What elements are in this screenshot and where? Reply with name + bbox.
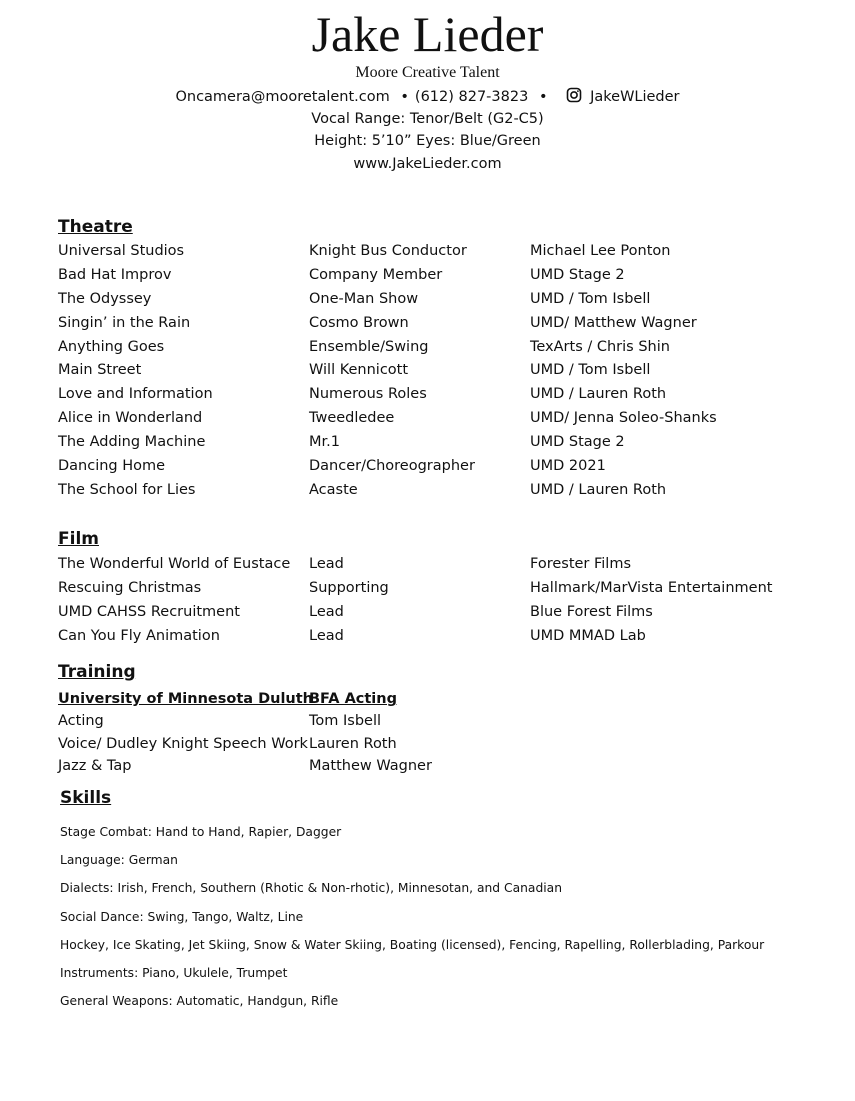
film-title: Can You Fly Animation [58, 627, 220, 644]
training-subject: Voice/ Dudley Knight Speech Work [58, 735, 308, 752]
training-teacher: Matthew Wagner [309, 757, 432, 774]
show-title: Anything Goes [58, 338, 165, 355]
training-teacher: Tom Isbell [309, 713, 382, 730]
show-title: Alice in Wonderland [58, 410, 203, 427]
skill-item: Instruments: Piano, Ukulele, Trumpet [60, 965, 288, 980]
instagram-handle: JakeWLieder [590, 89, 680, 105]
role: Acaste [309, 481, 358, 498]
degree-name: BFA Acting [309, 691, 397, 707]
show-title: Singin’ in the Rain [58, 314, 191, 331]
company-director: UMD/ Matthew Wagner [530, 314, 697, 331]
bullet-separator: • [400, 89, 409, 105]
role: Numerous Roles [309, 386, 427, 403]
show-title: Universal Studios [58, 243, 185, 259]
theatre-heading: Theatre [58, 217, 133, 237]
company-director: Michael Lee Ponton [530, 243, 671, 259]
company-director: UMD / Lauren Roth [530, 386, 667, 403]
skill-item: Language: German [60, 853, 178, 868]
agency-name: Moore Creative Talent [355, 64, 500, 81]
production-company: Hallmark/MarVista Entertainment [530, 579, 773, 596]
show-title: The Adding Machine [58, 434, 206, 451]
role: Company Member [309, 266, 443, 283]
company-director: UMD/ Jenna Soleo-Shanks [530, 410, 717, 427]
bullet-separator: • [538, 89, 548, 105]
film-title: Rescuing Christmas [58, 579, 202, 596]
skills-list [60, 821, 764, 1018]
skill-item: Stage Combat: Hand to Hand, Rapier, Dagger [60, 825, 342, 839]
phone-text: (612) 827-3823 [414, 89, 529, 105]
company-director: UMD Stage 2 [530, 434, 625, 451]
production-company: UMD MMAD Lab [530, 627, 646, 644]
show-title: The School for Lies [58, 481, 196, 498]
training-heading: Training [58, 662, 136, 682]
role: Cosmo Brown [309, 314, 409, 331]
company-director: UMD / Tom Isbell [530, 290, 651, 307]
role: Lead [309, 556, 344, 572]
resume-name: Jake Lieder [311, 6, 544, 62]
show-title: Bad Hat Improv [58, 266, 172, 283]
website-link[interactable]: www.JakeLieder.com [353, 156, 502, 172]
height-eyes: Height: 5’10” Eyes: Blue/Green [314, 133, 541, 149]
role: Mr.1 [309, 434, 340, 451]
company-director: UMD / Tom Isbell [530, 362, 651, 379]
company-director: UMD / Lauren Roth [530, 481, 667, 498]
training-teacher: Lauren Roth [309, 735, 397, 752]
film-title: The Wonderful World of Eustace [58, 556, 291, 572]
school-name: University of Minnesota Duluth [58, 691, 313, 707]
production-company: Blue Forest Films [530, 603, 653, 620]
show-title: Main Street [58, 362, 142, 379]
role: Ensemble/Swing [309, 338, 429, 355]
instagram-icon [566, 87, 582, 103]
role: Supporting [309, 579, 389, 596]
role: Will Kennicott [309, 362, 409, 379]
show-title: Love and Information [58, 386, 213, 403]
skill-item: Dialects: Irish, French, Southern (Rhotic & Non-rhotic), Minnesotan, and Canadian [60, 881, 563, 896]
production-company: Forester Films [530, 556, 632, 572]
film-title: UMD CAHSS Recruitment [58, 603, 240, 620]
show-title: Dancing Home [58, 458, 166, 475]
skill-item: Hockey, Ice Skating, Jet Skiing, Snow & Water Skiing, Boating (licensed), Fencing, Rapelling, Rollerblading, Parkour [60, 937, 765, 952]
contact-line [0, 87, 855, 107]
film-heading: Film [58, 529, 99, 549]
show-title: The Odyssey [58, 290, 152, 307]
skills-heading: Skills [60, 788, 112, 808]
training-subject: Acting [58, 713, 104, 730]
training-subject: Jazz & Tap [58, 757, 132, 774]
role: Knight Bus Conductor [309, 243, 467, 259]
role: Tweedledee [309, 410, 395, 427]
email-text: Oncamera@mooretalent.com [175, 89, 390, 105]
role: Lead [309, 603, 344, 620]
skill-item: General Weapons: Automatic, Handgun, Rifle [60, 994, 339, 1009]
vocal-range: Vocal Range: Tenor/Belt (G2-C5) [311, 111, 544, 127]
role: Dancer/Choreographer [309, 458, 475, 475]
company-director: TexArts / Chris Shin [530, 338, 670, 355]
company-director: UMD 2021 [530, 458, 606, 475]
role: One-Man Show [309, 290, 419, 307]
company-director: UMD Stage 2 [530, 266, 625, 283]
role: Lead [309, 627, 344, 644]
skill-item: Social Dance: Swing, Tango, Waltz, Line [60, 909, 304, 924]
